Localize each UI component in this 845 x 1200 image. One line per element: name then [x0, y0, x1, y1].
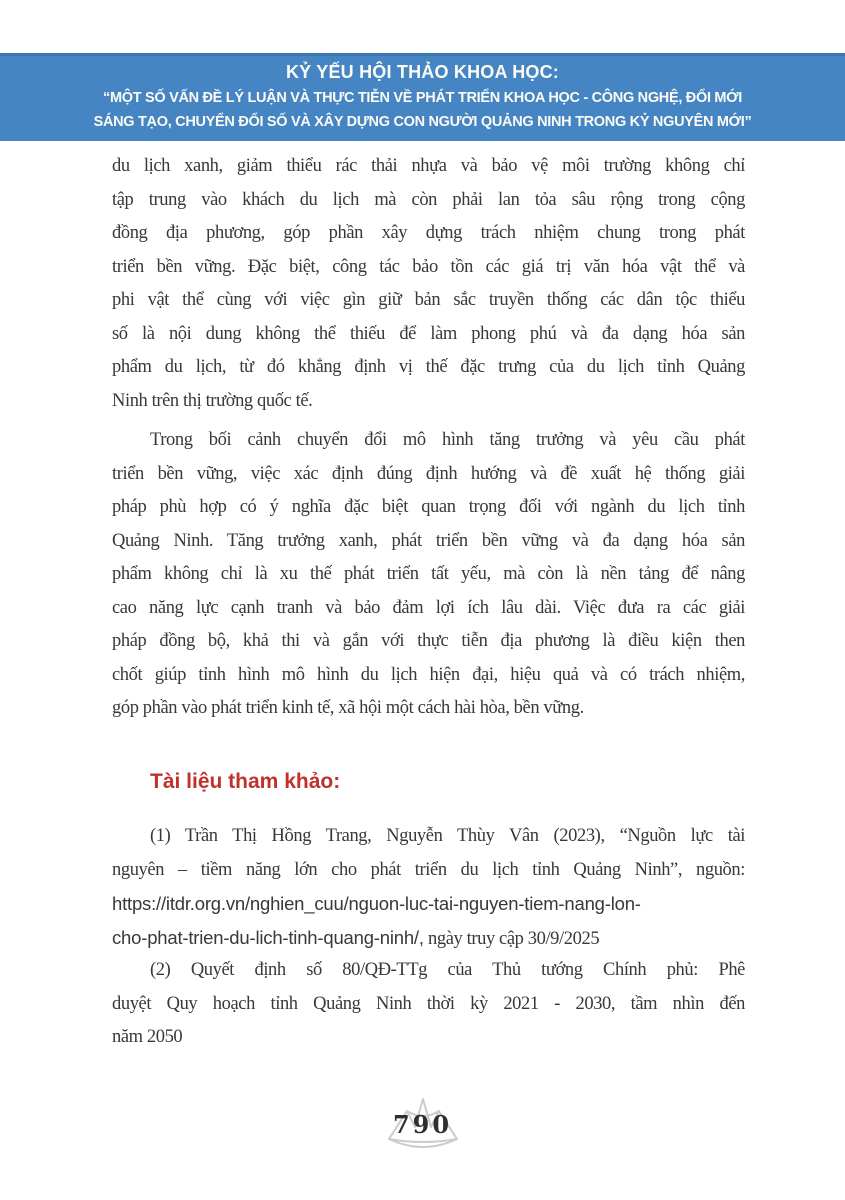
conference-header-title: KỶ YẾU HỘI THẢO KHOA HỌC:	[285, 62, 559, 82]
page-number: 790	[392, 1110, 453, 1139]
text-line: phẩm du lịch, từ đó khẳng định vị thế đặc trưng của du lịch tỉnh Quảng	[112, 357, 745, 377]
page-footer-ornament	[375, 1093, 471, 1157]
text-line: duyệt Quy hoạch tỉnh Quảng Ninh thời kỳ 2021 - 2030, tầm nhìn đến	[112, 993, 745, 1014]
conference-header-band	[0, 53, 845, 141]
text-line: (2) Quyết định số 80/QĐ-TTg của Thủ tướng Chính phủ: Phê	[150, 960, 745, 980]
text-line: nguyên – tiềm năng lớn cho phát triển du lịch tỉnh Quảng Ninh”, nguồn:	[112, 859, 745, 880]
text-line: phi vật thể cùng với việc gìn giữ bản sắc truyền thống các dân tộc thiểu	[112, 290, 745, 310]
reference-url-text: cho-phat-trien-du-lich-tinh-quang-ninh/,	[112, 926, 424, 948]
text-line: năm 2050	[112, 1027, 183, 1047]
text-line: góp phần vào phát triển kinh tế, xã hội một cách hài hòa, bền vững.	[112, 698, 584, 718]
text-line: đồng địa phương, góp phần xây dựng trách nhiệm chung trong phát	[112, 223, 745, 243]
body-paragraph-1	[112, 150, 745, 418]
text-line: triển bền vững, việc xác định đúng định hướng và đề xuất hệ thống giải	[112, 463, 745, 484]
reference-item-1	[112, 820, 745, 956]
text-line: Trong bối cảnh chuyển đổi mô hình tăng trưởng và yêu cầu phát	[150, 430, 745, 450]
text-line: pháp đồng bộ, khả thi và gắn với thực tiễn địa phương là điều kiện then	[112, 631, 745, 651]
reference-url-line: https://itdr.org.vn/nghien_cuu/nguon-luc-tai-nguyen-tiem-nang-lon-	[112, 893, 641, 914]
text-line	[112, 921, 745, 957]
reference-item-2	[112, 954, 745, 1055]
text-line: phẩm không chỉ là xu thế phát triển tất yếu, mà còn là nền tảng để nâng	[112, 564, 745, 584]
text-line: pháp phù hợp có ý nghĩa đặc biệt quan trọng đối với ngành du lịch tỉnh	[112, 497, 745, 517]
text-line: Quảng Ninh. Tăng trưởng xanh, phát triển bền vững và đa dạng hóa sản	[112, 530, 745, 551]
text-line: chốt giúp tỉnh hình mô hình du lịch hiện đại, hiệu quả và có trách nhiệm,	[112, 664, 745, 685]
conference-header-subtitle-1: “MỘT SỐ VẤN ĐỀ LÝ LUẬN VÀ THỰC TIỄN VỀ PHÁT TRIỂN KHOA HỌC - CÔNG NGHỆ, ĐỔI MỚI	[103, 90, 742, 106]
text-line: du lịch xanh, giảm thiểu rác thải nhựa và bảo vệ môi trường không chỉ	[112, 156, 745, 176]
conference-header-subtitle-2: SÁNG TẠO, CHUYỂN ĐỔI SỐ VÀ XÂY DỰNG CON NGƯỜI QUẢNG NINH TRONG KỶ NGUYÊN MỚI”	[93, 114, 752, 130]
references-heading: Tài liệu tham khảo:	[150, 770, 341, 793]
text-line: (1) Trần Thị Hồng Trang, Nguyễn Thùy Vân (2023), “Nguồn lực tài	[150, 826, 745, 846]
text-line: cao năng lực cạnh tranh và bảo đảm lợi ích lâu dài. Việc đưa ra các giải	[112, 597, 745, 618]
text-line: số là nội dung không thể thiếu để làm phong phú và đa dạng hóa sản	[112, 323, 745, 344]
reference-access-date: ngày truy cập 30/9/2025	[423, 928, 600, 949]
text-line: Ninh trên thị trường quốc tế.	[112, 390, 313, 411]
text-line: tập trung vào khách du lịch mà còn phải lan tỏa sâu rộng trong cộng	[112, 189, 745, 210]
text-line: triển bền vững. Đặc biệt, công tác bảo tồn các giá trị văn hóa vật thể và	[112, 256, 745, 277]
body-paragraph-2	[112, 424, 745, 726]
